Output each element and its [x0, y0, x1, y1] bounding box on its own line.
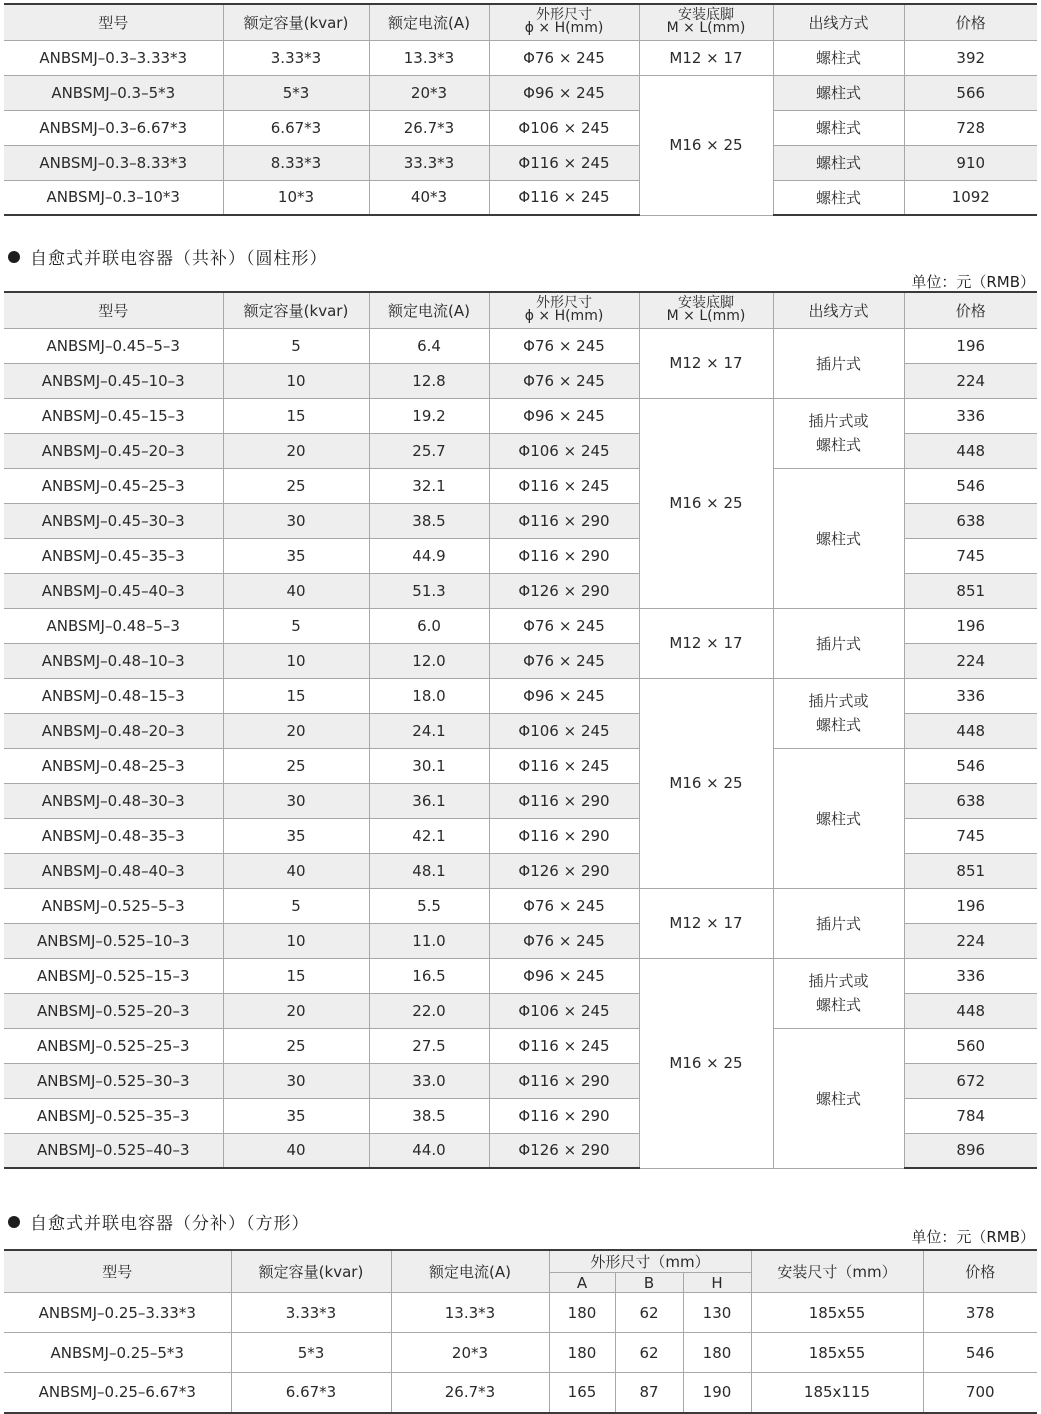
cell-current: 32.1	[369, 468, 489, 503]
cell-dimensions: Φ106 × 245	[489, 110, 639, 145]
cell-model: ANBSMJ–0.525–35–3	[4, 1098, 223, 1133]
cell-model: ANBSMJ–0.48–35–3	[4, 818, 223, 853]
table-row	[4, 1293, 1037, 1333]
cell-capacity: 25	[223, 1028, 369, 1063]
col-header-a: A	[549, 1273, 615, 1293]
cell-outlet-merged: 插片式	[773, 608, 904, 678]
cell-model: ANBSMJ–0.525–5–3	[4, 888, 223, 923]
col-header-capacity: 额定容量(kvar)	[223, 4, 369, 40]
cell-price: 336	[904, 398, 1037, 433]
table-row	[4, 145, 1037, 180]
cell-mounting-foot-merged: M12 × 17	[639, 328, 773, 398]
outlet-line-2: 螺柱式	[815, 996, 861, 1014]
table-row	[4, 748, 1037, 783]
cell-capacity: 15	[223, 398, 369, 433]
cell-model: ANBSMJ–0.45–30–3	[4, 503, 223, 538]
cell-current: 13.3*3	[369, 40, 489, 75]
cell-capacity: 30	[223, 1063, 369, 1098]
cell-current: 12.0	[369, 643, 489, 678]
cell-current: 38.5	[369, 1098, 489, 1133]
cell-mount-size: 185x55	[751, 1333, 923, 1373]
cell-capacity: 35	[223, 1098, 369, 1133]
cell-outlet-merged	[773, 958, 904, 1028]
cell-price: 638	[904, 503, 1037, 538]
table-row	[4, 1028, 1037, 1063]
col-header-outlet: 出线方式	[773, 292, 904, 328]
cell-price: 728	[904, 110, 1037, 145]
cell-price: 378	[923, 1293, 1037, 1333]
cell-dimensions: Φ116 × 245	[489, 145, 639, 180]
cell-price: 196	[904, 608, 1037, 643]
cell-outlet-merged	[773, 678, 904, 748]
cell-price: 896	[904, 1133, 1037, 1168]
cell-outlet: 螺柱式	[773, 145, 904, 180]
cell-model: ANBSMJ–0.45–25–3	[4, 468, 223, 503]
cell-capacity: 5	[223, 608, 369, 643]
cell-outlet-merged: 螺柱式	[773, 748, 904, 888]
cell-dimensions: Φ76 × 245	[489, 888, 639, 923]
cell-capacity: 30	[223, 783, 369, 818]
cell-capacity: 5*3	[231, 1333, 391, 1373]
cell-a: 180	[549, 1333, 615, 1373]
cell-model: ANBSMJ–0.45–20–3	[4, 433, 223, 468]
cell-model: ANBSMJ–0.525–15–3	[4, 958, 223, 993]
cell-price: 745	[904, 538, 1037, 573]
table-header-row	[4, 1250, 1037, 1273]
cell-mount-size: 185x115	[751, 1373, 923, 1413]
cell-dimensions: Φ96 × 245	[489, 678, 639, 713]
cell-current: 36.1	[369, 783, 489, 818]
cell-mounting-foot-merged: M16 × 25	[639, 398, 773, 608]
cell-dimensions: Φ96 × 245	[489, 75, 639, 110]
outlet-line-2: 螺柱式	[815, 436, 861, 454]
col-header-price: 价格	[904, 4, 1037, 40]
col-header-mounting-foot: 安装底脚 M × L(mm)	[639, 292, 773, 328]
cell-capacity: 15	[223, 678, 369, 713]
cell-dimensions: Φ106 × 245	[489, 433, 639, 468]
cell-price: 745	[904, 818, 1037, 853]
outlet-line-1: 插片式或	[808, 692, 869, 710]
cell-outlet-merged	[773, 398, 904, 468]
cell-capacity: 3.33*3	[231, 1293, 391, 1333]
cell-dimensions: Φ116 × 245	[489, 748, 639, 783]
cell-price: 546	[904, 468, 1037, 503]
cell-current: 6.0	[369, 608, 489, 643]
cell-price: 196	[904, 888, 1037, 923]
cell-model: ANBSMJ–0.525–20–3	[4, 993, 223, 1028]
cell-model: ANBSMJ–0.45–15–3	[4, 398, 223, 433]
cell-model: ANBSMJ–0.3–6.67*3	[4, 110, 223, 145]
cell-current: 33.3*3	[369, 145, 489, 180]
cell-dimensions: Φ76 × 245	[489, 923, 639, 958]
cell-current: 26.7*3	[391, 1373, 549, 1413]
cell-outlet: 螺柱式	[773, 180, 904, 215]
cell-h: 190	[683, 1373, 751, 1413]
cell-outlet: 螺柱式	[773, 110, 904, 145]
cell-price: 448	[904, 993, 1037, 1028]
table-row	[4, 678, 1037, 713]
cell-dimensions: Φ126 × 290	[489, 853, 639, 888]
cell-dimensions: Φ106 × 245	[489, 713, 639, 748]
cell-current: 40*3	[369, 180, 489, 215]
cell-dimensions: Φ116 × 290	[489, 503, 639, 538]
cell-price: 566	[904, 75, 1037, 110]
cell-capacity: 20	[223, 433, 369, 468]
cell-price: 546	[904, 748, 1037, 783]
cell-current: 44.9	[369, 538, 489, 573]
outlet-line-2: 螺柱式	[815, 716, 861, 734]
cell-mounting-foot: M12 × 17	[639, 40, 773, 75]
cell-current: 20*3	[391, 1333, 549, 1373]
cell-price: 336	[904, 678, 1037, 713]
cell-model: ANBSMJ–0.525–40–3	[4, 1133, 223, 1168]
cell-price: 560	[904, 1028, 1037, 1063]
cell-mounting-foot-merged: M16 × 25	[639, 75, 773, 215]
cell-mounting-foot-merged: M12 × 17	[639, 888, 773, 958]
cell-dimensions: Φ96 × 245	[489, 958, 639, 993]
cell-model: ANBSMJ–0.25–3.33*3	[4, 1293, 231, 1333]
cell-mounting-foot-merged: M16 × 25	[639, 678, 773, 888]
cell-outlet-merged: 插片式	[773, 328, 904, 398]
cell-model: ANBSMJ–0.3–10*3	[4, 180, 223, 215]
cell-current: 44.0	[369, 1133, 489, 1168]
cell-capacity: 10*3	[223, 180, 369, 215]
cell-mount-size: 185x55	[751, 1293, 923, 1333]
cell-current: 12.8	[369, 363, 489, 398]
cell-current: 33.0	[369, 1063, 489, 1098]
cell-current: 6.4	[369, 328, 489, 363]
unit-label: 单位：元（RMB）	[911, 273, 1035, 291]
col-header-model: 型号	[4, 292, 223, 328]
cell-capacity: 40	[223, 1133, 369, 1168]
col-header-current: 额定电流(A)	[369, 292, 489, 328]
cell-price: 910	[904, 145, 1037, 180]
cell-price: 700	[923, 1373, 1037, 1413]
table-row	[4, 328, 1037, 363]
cell-current: 24.1	[369, 713, 489, 748]
cell-model: ANBSMJ–0.48–25–3	[4, 748, 223, 783]
cell-model: ANBSMJ–0.525–25–3	[4, 1028, 223, 1063]
table-row	[4, 1373, 1037, 1413]
cell-current: 13.3*3	[391, 1293, 549, 1333]
cell-capacity: 6.67*3	[231, 1373, 391, 1413]
cell-current: 25.7	[369, 433, 489, 468]
table-header-row	[4, 4, 1037, 40]
col-header-current: 额定电流(A)	[391, 1250, 549, 1293]
cell-capacity: 20	[223, 993, 369, 1028]
col-header-price: 价格	[904, 292, 1037, 328]
table-row	[4, 40, 1037, 75]
cell-price: 638	[904, 783, 1037, 818]
cell-price: 448	[904, 433, 1037, 468]
cell-capacity: 10	[223, 363, 369, 398]
cell-capacity: 30	[223, 503, 369, 538]
cell-dimensions: Φ116 × 245	[489, 1028, 639, 1063]
bullet-icon	[8, 251, 20, 263]
cell-dimensions: Φ76 × 245	[489, 328, 639, 363]
cell-current: 38.5	[369, 503, 489, 538]
outlet-line-1: 插片式或	[808, 972, 869, 990]
cell-capacity: 5*3	[223, 75, 369, 110]
cell-current: 48.1	[369, 853, 489, 888]
cell-model: ANBSMJ–0.48–15–3	[4, 678, 223, 713]
col-header-current: 额定电流(A)	[369, 4, 489, 40]
table-row	[4, 110, 1037, 145]
col-header-mount-size: 安装尺寸（mm）	[751, 1250, 923, 1293]
cell-dimensions: Φ116 × 290	[489, 783, 639, 818]
cell-mounting-foot-merged: M12 × 17	[639, 608, 773, 678]
cell-dimensions: Φ106 × 245	[489, 993, 639, 1028]
cell-price: 851	[904, 853, 1037, 888]
col-header-mounting-foot: 安装底脚 M × L(mm)	[639, 4, 773, 40]
cell-current: 27.5	[369, 1028, 489, 1063]
cell-capacity: 35	[223, 818, 369, 853]
col-header-h: H	[683, 1273, 751, 1293]
col-header-capacity: 额定容量(kvar)	[231, 1250, 391, 1293]
col-header-dimensions: 外形尺寸（mm）	[549, 1250, 751, 1273]
cell-model: ANBSMJ–0.45–35–3	[4, 538, 223, 573]
col-header-b: B	[615, 1273, 683, 1293]
cell-capacity: 8.33*3	[223, 145, 369, 180]
cell-model: ANBSMJ–0.3–3.33*3	[4, 40, 223, 75]
table-row	[4, 888, 1037, 923]
cell-h: 180	[683, 1333, 751, 1373]
cell-dimensions: Φ116 × 290	[489, 818, 639, 853]
cell-b: 62	[615, 1333, 683, 1373]
cell-model: ANBSMJ–0.48–10–3	[4, 643, 223, 678]
cell-dimensions: Φ116 × 245	[489, 468, 639, 503]
cell-capacity: 3.33*3	[223, 40, 369, 75]
cell-capacity: 15	[223, 958, 369, 993]
cell-capacity: 40	[223, 573, 369, 608]
cell-model: ANBSMJ–0.45–40–3	[4, 573, 223, 608]
cell-current: 42.1	[369, 818, 489, 853]
cell-a: 180	[549, 1293, 615, 1333]
cell-price: 546	[923, 1333, 1037, 1373]
cell-outlet-merged: 插片式	[773, 888, 904, 958]
cell-dimensions: Φ116 × 245	[489, 180, 639, 215]
cell-model: ANBSMJ–0.25–5*3	[4, 1333, 231, 1373]
cell-dimensions: Φ76 × 245	[489, 643, 639, 678]
cell-b: 62	[615, 1293, 683, 1333]
cell-dimensions: Φ116 × 290	[489, 1098, 639, 1133]
cell-price: 196	[904, 328, 1037, 363]
cell-dimensions: Φ116 × 290	[489, 1063, 639, 1098]
cell-price: 224	[904, 923, 1037, 958]
col-header-model: 型号	[4, 1250, 231, 1293]
cell-price: 784	[904, 1098, 1037, 1133]
section-title-square: 自愈式并联电容器（分补）（方形）	[8, 1209, 310, 1234]
cell-price: 672	[904, 1063, 1037, 1098]
cell-capacity: 5	[223, 328, 369, 363]
cell-capacity: 20	[223, 713, 369, 748]
cell-h: 130	[683, 1293, 751, 1333]
col-header-dimensions: 外形尺寸 ϕ × H(mm)	[489, 292, 639, 328]
cell-current: 51.3	[369, 573, 489, 608]
cell-current: 16.5	[369, 958, 489, 993]
cell-model: ANBSMJ–0.48–20–3	[4, 713, 223, 748]
cell-capacity: 25	[223, 468, 369, 503]
table-row	[4, 398, 1037, 433]
cell-current: 26.7*3	[369, 110, 489, 145]
table-header-row	[4, 292, 1037, 328]
unit-label: 单位：元（RMB）	[911, 1228, 1035, 1246]
table-row	[4, 75, 1037, 110]
cell-a: 165	[549, 1373, 615, 1413]
cell-price: 224	[904, 643, 1037, 678]
cell-price: 851	[904, 573, 1037, 608]
cell-dimensions: Φ76 × 245	[489, 608, 639, 643]
cell-capacity: 35	[223, 538, 369, 573]
col-header-dimensions: 外形尺寸 ϕ × H(mm)	[489, 4, 639, 40]
cell-model: ANBSMJ–0.3–8.33*3	[4, 145, 223, 180]
outlet-line-1: 插片式或	[808, 412, 869, 430]
bullet-icon	[8, 1216, 20, 1228]
cell-b: 87	[615, 1373, 683, 1413]
cell-outlet-merged: 螺柱式	[773, 468, 904, 608]
col-header-price: 价格	[923, 1250, 1037, 1293]
cell-outlet: 螺柱式	[773, 75, 904, 110]
cell-price: 1092	[904, 180, 1037, 215]
cell-dimensions: Φ96 × 245	[489, 398, 639, 433]
cell-dimensions: Φ126 × 290	[489, 1133, 639, 1168]
cell-capacity: 40	[223, 853, 369, 888]
col-header-model: 型号	[4, 4, 223, 40]
cell-model: ANBSMJ–0.45–5–3	[4, 328, 223, 363]
cell-model: ANBSMJ–0.48–40–3	[4, 853, 223, 888]
cell-outlet-merged: 螺柱式	[773, 1028, 904, 1168]
col-header-outlet: 出线方式	[773, 4, 904, 40]
cell-dimensions: Φ116 × 290	[489, 538, 639, 573]
cell-price: 224	[904, 363, 1037, 398]
cell-price: 392	[904, 40, 1037, 75]
cell-model: ANBSMJ–0.525–10–3	[4, 923, 223, 958]
col-header-capacity: 额定容量(kvar)	[223, 292, 369, 328]
cell-capacity: 5	[223, 888, 369, 923]
section-title-cylindrical: 自愈式并联电容器（共补）（圆柱形）	[8, 244, 328, 269]
table-shared-compensation-stud	[4, 3, 1037, 216]
table-row	[4, 608, 1037, 643]
table-row	[4, 1333, 1037, 1373]
cell-model: ANBSMJ–0.25–6.67*3	[4, 1373, 231, 1413]
cell-price: 336	[904, 958, 1037, 993]
cell-capacity: 10	[223, 643, 369, 678]
cell-capacity: 25	[223, 748, 369, 783]
cell-outlet: 螺柱式	[773, 40, 904, 75]
cell-current: 5.5	[369, 888, 489, 923]
cell-current: 20*3	[369, 75, 489, 110]
cell-dimensions: Φ126 × 290	[489, 573, 639, 608]
cell-model: ANBSMJ–0.45–10–3	[4, 363, 223, 398]
cell-current: 19.2	[369, 398, 489, 433]
cell-mounting-foot-merged: M16 × 25	[639, 958, 773, 1168]
cell-current: 18.0	[369, 678, 489, 713]
cell-current: 11.0	[369, 923, 489, 958]
cell-dimensions: Φ76 × 245	[489, 363, 639, 398]
cell-model: ANBSMJ–0.3–5*3	[4, 75, 223, 110]
table-row	[4, 468, 1037, 503]
table-split-compensation-square	[4, 1249, 1037, 1414]
cell-model: ANBSMJ–0.525–30–3	[4, 1063, 223, 1098]
cell-capacity: 10	[223, 923, 369, 958]
cell-price: 448	[904, 713, 1037, 748]
cell-dimensions: Φ76 × 245	[489, 40, 639, 75]
cell-capacity: 6.67*3	[223, 110, 369, 145]
table-shared-compensation-cylindrical	[4, 291, 1037, 1169]
table-row	[4, 180, 1037, 215]
cell-model: ANBSMJ–0.48–30–3	[4, 783, 223, 818]
cell-current: 30.1	[369, 748, 489, 783]
cell-model: ANBSMJ–0.48–5–3	[4, 608, 223, 643]
cell-current: 22.0	[369, 993, 489, 1028]
table-row	[4, 958, 1037, 993]
